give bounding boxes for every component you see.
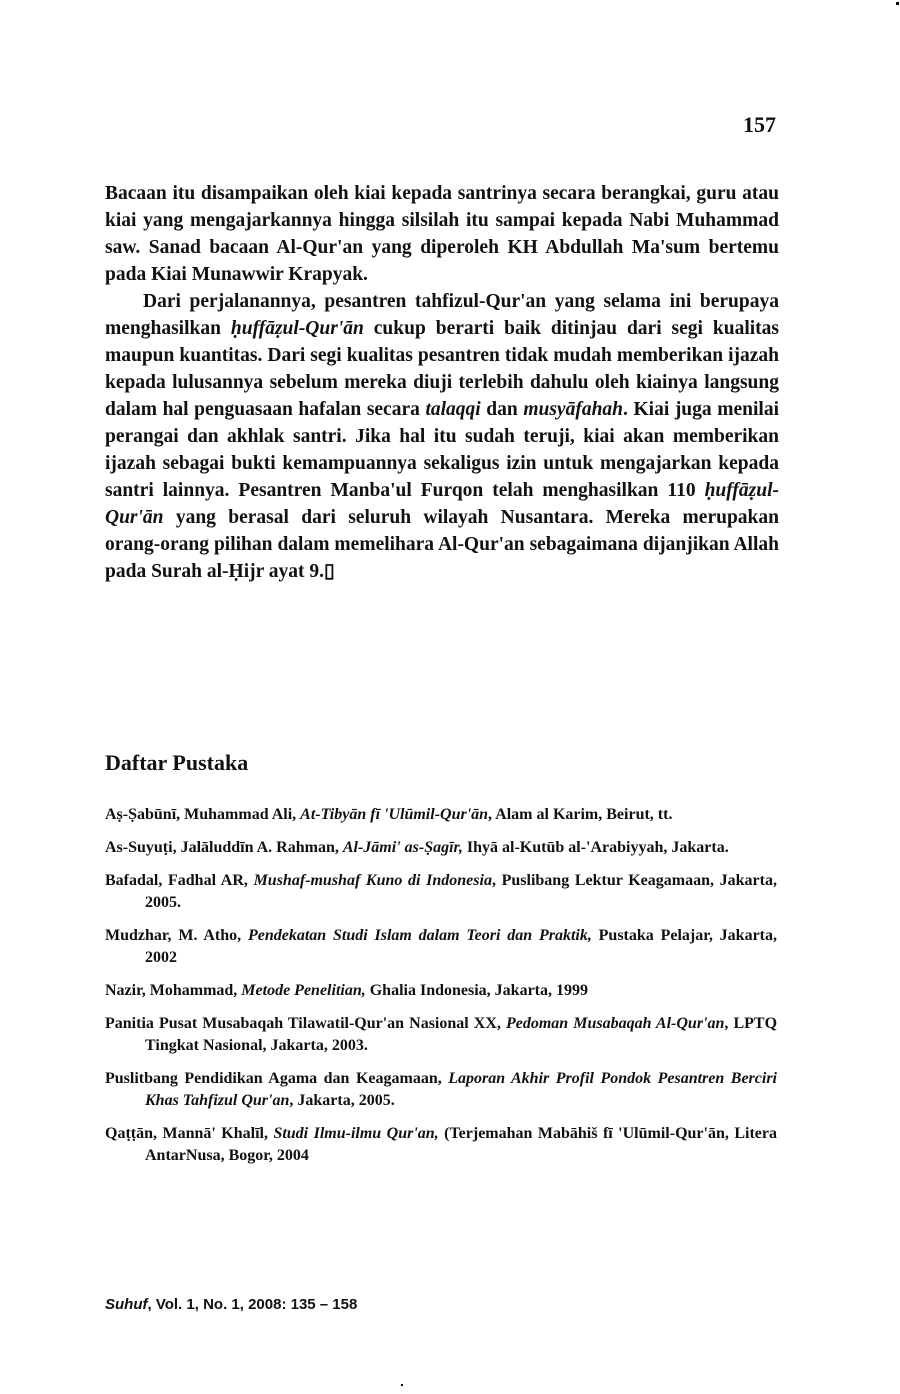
reference-item: Nazir, Mohammad, Metode Penelitian, Ghalia Indonesia, Jakarta, 1999: [105, 982, 588, 999]
reference-item: Mudzhar, M. Atho, Pendekatan Studi Islam dalam Teori dan Praktik, Pustaka Pelajar, Jakarta, 2002: [105, 927, 778, 966]
end-mark: ▯: [324, 561, 335, 582]
issue-info: , Vol. 1, No. 1, 2008: 135 – 158: [147, 1296, 358, 1313]
journal-name: Suhuf: [105, 1296, 148, 1313]
paragraph-1: Bacaan itu disampaikan oleh kiai kepada santrinya secara berangkai, guru atau kiai yang mengajarkannya hingga silsilah itu sampai kepada Nabi Muhammad saw. Sanad bacaan Al-Qur'an yang diperoleh KH Abdullah Ma'sum bertemu pada Kiai Munawwir Krapyak.: [105, 183, 779, 285]
page-number: 157: [743, 112, 776, 137]
paragraph-2: Dari perjalanannya, pesantren tahfizul-Qur'an yang selama ini berupaya menghasilkan ḥuffāẓul-Qur'ān cukup berarti baik ditinjau dari segi kualitas maupun kuantitas. Dari segi kualitas pesantren tidak mudah memberikan ijazah kepada lulusannya sebelum mereka diuji terlebih dahulu oleh kiainya langsung dalam hal penguasaan hafalan secara talaqqi dan musyāfahah. Kiai juga menilai perangai dan akhlak santri. Jika hal itu sudah teruji, kiai akan memberikan ijazah sebagai bukti kemampuannya sekaligus izin untuk mengajarkan kepada santri lainnya. Pesantren Manba'ul Furqon telah menghasilkan 110 ḥuffāẓul-Qur'ān yang berasal dari seluruh wilayah Nusantara. Mereka merupakan orang-orang pilihan dalam memelihara Al-Qur'an sebagaimana dijanjikan Allah pada Surah al-Ḥijr ayat 9.▯: [105, 291, 779, 582]
scan-speck: [401, 1384, 403, 1386]
section-heading: Daftar Pustaka: [105, 750, 249, 775]
reference-item: Qaṭṭān, Mannā' Khalīl, Studi Ilmu-ilmu Qur'an, (Terjemahan Mabāhiš fī 'Ulūmil-Qur'ān, Litera AntarNusa, Bogor, 2004: [105, 1125, 777, 1164]
scan-mark: [896, 2, 899, 5]
reference-item: As-Suyuṭi, Jalāluddīn A. Rahman, Al-Jāmi' as-Ṣagīr, Ihyā al-Kutūb al-'Arabiyyah, Jakarta.: [105, 839, 729, 856]
reference-list: [105, 804, 777, 1178]
reference-item: Bafadal, Fadhal AR, Mushaf-mushaf Kuno di Indonesia, Puslibang Lektur Keagamaan, Jakarta, 2005.: [105, 872, 777, 911]
reference-item: Aṣ-Ṣabūnī, Muhammad Ali, At-Tibyān fī 'Ulūmil-Qur'ān, Alam al Karim, Beirut, tt.: [105, 806, 673, 823]
reference-item: Puslitbang Pendidikan Agama dan Keagamaan, Laporan Akhir Profil Pondok Pesantren Berciri Khas Tahfizul Qur'an, Jakarta, 2005.: [105, 1070, 777, 1109]
reference-item: Panitia Pusat Musabaqah Tilawatil-Qur'an Nasional XX, Pedoman Musabaqah Al-Qur'an, LPTQ Tingkat Nasional, Jakarta, 2003.: [105, 1015, 778, 1054]
body-text: [105, 180, 779, 585]
page-footer: [105, 1296, 357, 1313]
